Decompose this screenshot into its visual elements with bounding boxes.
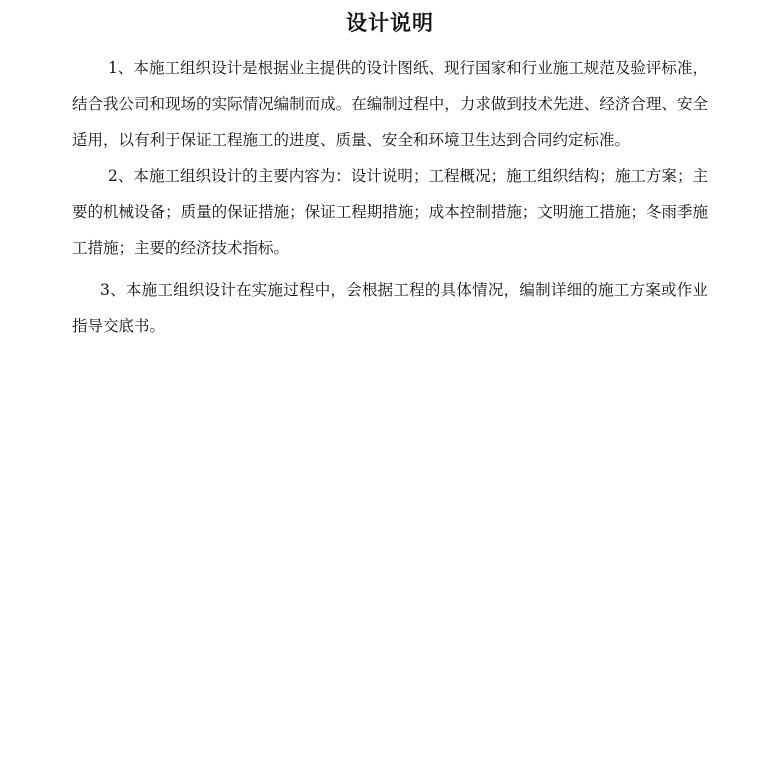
document-body bbox=[72, 50, 708, 344]
paragraph-1: 1、本施工组织设计是根据业主提供的设计图纸、现行国家和行业施工规范及验评标准，结合我公司和现场的实际情况编制而成。在编制过程中，力求做到技术先进、经济合理、安全适用，以有利于保证工程施工的进度、质量、安全和环境卫生达到合同约定标准。 bbox=[72, 59, 708, 149]
document-title: 设计说明 bbox=[346, 11, 434, 35]
paragraph-3: 3、本施工组织设计在实施过程中，会根据工程的具体情况，编制详细的施工方案或作业指导交底书。 bbox=[72, 281, 708, 335]
paragraph-2: 2、本施工组织设计的主要内容为：设计说明；工程概况；施工组织结构；施工方案；主要的机械设备；质量的保证措施；保证工程期措施；成本控制措施；文明施工措施；冬雨季施工措施；主要的经济技术指标。 bbox=[72, 167, 708, 257]
